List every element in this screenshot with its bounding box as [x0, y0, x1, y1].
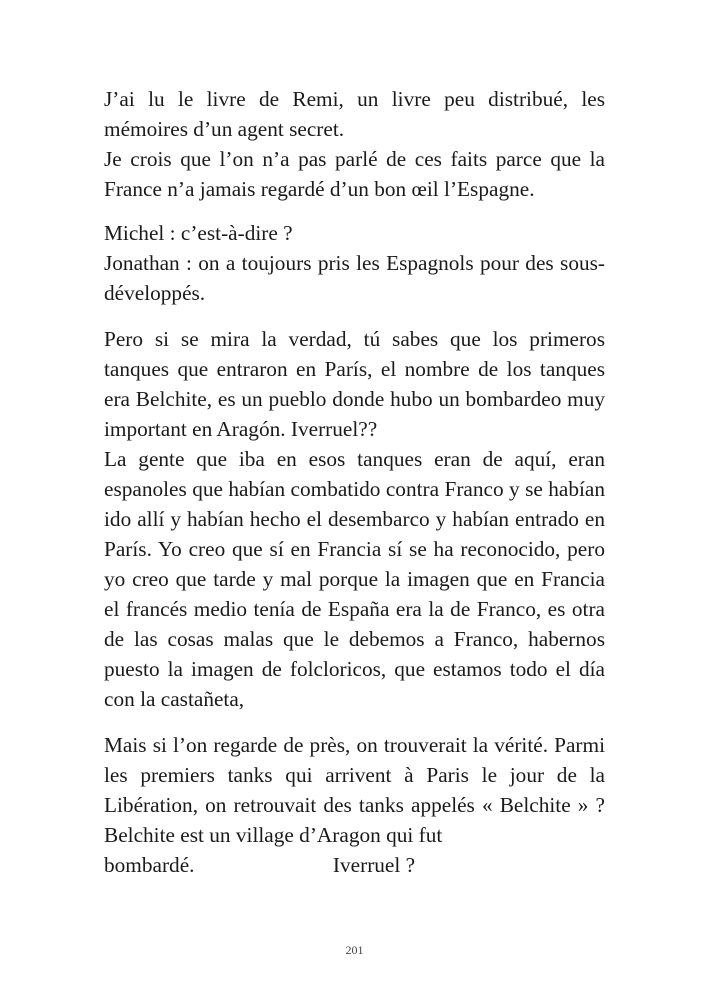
- paragraph-spanish-people: La gente que iba en esos tanques eran de aquí, eran espanoles que habían combatido contra Franco y se habían ido allí y habían hecho el desembarco y habían entrado en París. Yo creo que sí en Francia sí se ha reconocido, pero yo creo que tarde y mal porque la imagen que en Francia el francés medio tenía de España era la de Franco, es otra de las cosas malas que le debemos a Franco, habernos puesto la imagen de folcloricos, que estamos todo el día con la castañeta,: [104, 447, 605, 711]
- paragraph-remi-book: J’ai lu le livre de Remi, un livre peu distribué, les mémoires d’un agent secret.: [104, 87, 605, 141]
- dialogue-jonathan: Jonathan : on a toujours pris les Espagnols pour des sous-développés.: [104, 251, 605, 305]
- paragraph-final-line: bombardé. Iverruel ?: [104, 853, 416, 877]
- body-text: [104, 84, 605, 880]
- page-number: 201: [345, 943, 364, 957]
- paragraph-france-spain: Je crois que l’on n’a pas parlé de ces faits parce que la France n’a jamais regardé d’un bon œil l’Espagne.: [104, 147, 605, 201]
- paragraph-french-translation: Mais si l’on regarde de près, on trouverait la vérité. Parmi les premiers tanks qui arrivent à Paris le jour de la Libération, on retrouvait des tanks appelés « Belchite » ? Belchite est un village d’Aragon qui fut: [104, 733, 605, 847]
- dialogue-michel: Michel : c’est-à-dire ?: [104, 221, 293, 245]
- paragraph-spanish-tanks: Pero si se mira la verdad, tú sabes que los primeros tanques que entraron en París, el nombre de los tanques era Belchite, es un pueblo donde hubo un bombardeo muy important en Aragón. Iverruel??: [104, 327, 605, 441]
